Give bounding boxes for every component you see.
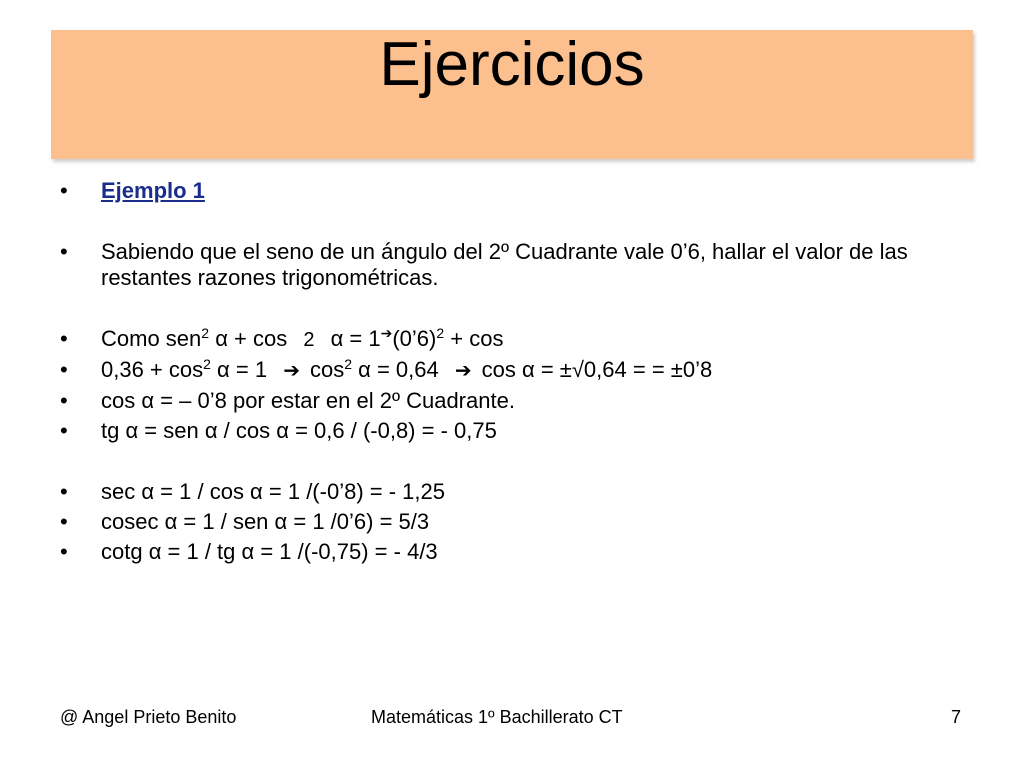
slide-title: Ejercicios: [379, 30, 645, 99]
page-number: 7: [951, 707, 962, 727]
bullet-item: [60, 509, 960, 535]
bullet-marker: •: [60, 239, 68, 264]
equation-line: cos α = – 0’8 por estar en el 2º Cuadrante.: [101, 388, 515, 413]
bullet-item[interactable]: [60, 178, 960, 204]
bullet-marker: •: [60, 539, 68, 564]
bullet-marker: •: [60, 326, 68, 351]
bullet-item: [60, 388, 960, 414]
equation-line: tg α = sen α / cos α = 0,6 / (-0,8) = - 0,75: [101, 418, 497, 443]
arrow-icon: ➔: [283, 360, 300, 382]
bullet-marker: •: [60, 388, 68, 413]
bullet-marker: •: [60, 418, 68, 443]
arrow-icon: ➔: [454, 360, 472, 382]
equation-line: cosec α = 1 / sen α = 1 /0’6) = 5/3: [101, 509, 430, 534]
bullet-item: [60, 326, 960, 353]
bullet-item: [60, 239, 960, 291]
bullet-item: [60, 357, 960, 384]
equation-line: $0,36 + \cos^2 \alpha = 1$ ➔ $\cos^2 \alpha = 0,64$ ➔ cos α = ±√0,64 = = ±0’8: [101, 356, 713, 382]
equation-line: Como sen$^2$ α + cos 2 α = 1➔(0’6)$^2$ + cos: [101, 325, 504, 351]
equation-line: sec α = 1 / cos α = 1 /(-0’8) = - 1,25: [101, 479, 445, 504]
bullet-marker: •: [60, 178, 68, 203]
equation-line: cotg α = 1 / tg α = 1 /(-0,75) = - 4/3: [101, 539, 438, 564]
bullet-item: [60, 418, 960, 444]
slide-content: [60, 170, 960, 565]
arrow-icon: 2: [303, 329, 315, 351]
bullet-marker: •: [60, 357, 68, 382]
footer-course: Matemáticas 1º Bachillerato CT: [371, 707, 623, 727]
bullet-item: [60, 539, 960, 565]
bullet-marker: •: [60, 479, 68, 504]
example-link[interactable]: Ejemplo 1: [101, 178, 205, 203]
footer-author: @ Angel Prieto Benito: [60, 707, 237, 727]
problem-statement: Sabiendo que el seno de un ángulo del 2º Cuadrante vale 0’6, hallar el valor de las restantes razones trigonométricas.: [101, 239, 908, 290]
bullet-marker: •: [60, 509, 68, 534]
bullet-item: [60, 479, 960, 505]
